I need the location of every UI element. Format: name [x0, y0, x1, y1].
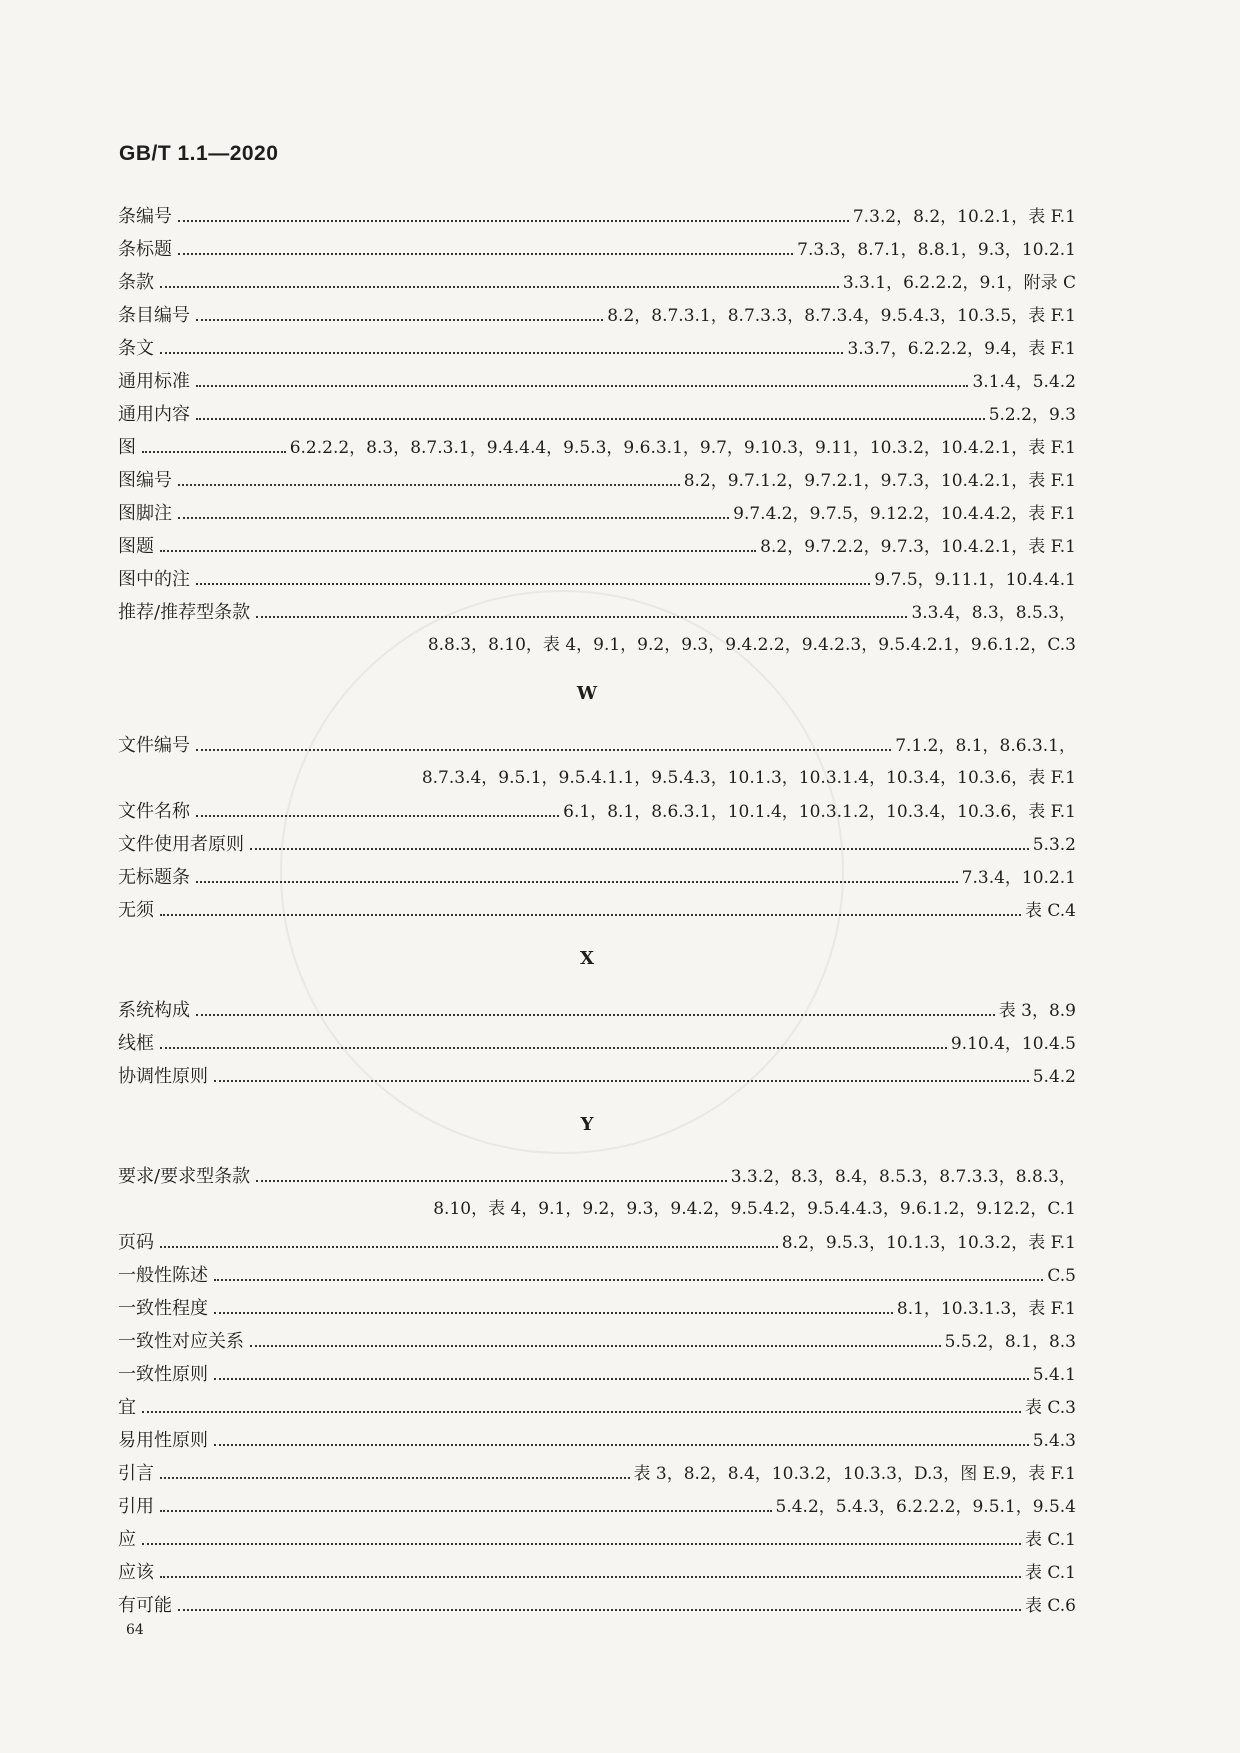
- index-term: 条目编号: [118, 305, 190, 326]
- index-term: 线框: [118, 1033, 154, 1054]
- index-term: 易用性原则: [118, 1430, 208, 1451]
- index-entry: [118, 332, 1076, 365]
- index-refs-continuation: 8.8.3，8.10，表 4，9.1，9.2，9.3，9.4.2.2，9.4.2.3，9.5.4.2.1，9.6.1.2，C.3: [427, 635, 1076, 655]
- index-refs: 5.4.2，5.4.3，6.2.2.2，9.5.1，9.5.4: [775, 1497, 1076, 1517]
- dot-leader: [256, 1180, 727, 1182]
- index-term: 一致性原则: [118, 1364, 208, 1385]
- dot-leader: [214, 1378, 1029, 1380]
- dot-leader: [142, 451, 286, 453]
- dot-leader: [160, 1246, 778, 1248]
- dot-leader: [214, 1312, 893, 1314]
- dot-leader: [178, 1609, 1021, 1611]
- index-entry: [118, 994, 1076, 1027]
- index-refs: 6.1，8.1，8.6.3.1，10.1.4，10.3.1.2，10.3.4，10.3.6，表 F.1: [563, 802, 1076, 822]
- index-refs: 9.7.5，9.11.1，10.4.4.1: [874, 570, 1076, 590]
- dot-leader: [178, 484, 680, 486]
- index-entry: [118, 1060, 1076, 1093]
- dot-leader: [250, 1345, 941, 1347]
- index-term: 图脚注: [118, 503, 172, 524]
- index-term: 图编号: [118, 470, 172, 491]
- dot-leader: [196, 319, 603, 321]
- index-term: 页码: [118, 1232, 154, 1253]
- index-entry: [118, 497, 1076, 530]
- index-term: 无标题条: [118, 867, 190, 888]
- index-refs: 8.1，10.3.1.3，表 F.1: [896, 1299, 1076, 1319]
- index-term: 协调性原则: [118, 1066, 208, 1087]
- dot-leader: [256, 616, 907, 618]
- index-term: 条款: [118, 272, 154, 293]
- index-entry: [118, 299, 1076, 332]
- index-entry: [118, 398, 1076, 431]
- index-term: 推荐/推荐型条款: [118, 602, 251, 623]
- index-entry: [118, 530, 1076, 563]
- dot-leader: [250, 848, 1029, 850]
- dot-leader: [196, 881, 958, 883]
- index-term: 一般性陈述: [118, 1265, 208, 1286]
- index-term: 图题: [118, 536, 154, 557]
- index-refs: 8.2，8.7.3.1，8.7.3.3，8.7.3.4，9.5.4.3，10.3.5，表 F.1: [607, 306, 1076, 326]
- dot-leader: [160, 550, 756, 552]
- index-entry: [118, 1358, 1076, 1391]
- index-entry: [118, 1523, 1076, 1556]
- index-entry: [118, 1589, 1076, 1622]
- index-refs: C.5: [1047, 1266, 1076, 1286]
- index-entry: [118, 828, 1076, 861]
- dot-leader: [196, 583, 870, 585]
- index-entry: [118, 431, 1076, 464]
- index-entry: [118, 365, 1076, 398]
- index-refs: 8.2，9.7.1.2，9.7.2.1，9.7.3，10.4.2.1，表 F.1: [683, 471, 1076, 491]
- index-entry: [118, 1490, 1076, 1523]
- index-term: 通用标准: [118, 371, 190, 392]
- index-refs: 5.4.2: [1032, 1067, 1076, 1087]
- index-term: 条标题: [118, 239, 172, 260]
- dot-leader: [160, 1047, 947, 1049]
- dot-leader: [196, 1014, 995, 1016]
- index-term: 有可能: [118, 1595, 172, 1616]
- index-entry: [118, 1556, 1076, 1589]
- index-term: 文件使用者原则: [118, 834, 244, 855]
- dot-leader: [178, 220, 849, 222]
- index-refs: 5.2.2，9.3: [988, 405, 1076, 425]
- dot-leader: [142, 1411, 1021, 1413]
- index-entry: [118, 894, 1076, 927]
- dot-leader: [214, 1080, 1029, 1082]
- index-refs-continuation: 8.10，表 4，9.1，9.2，9.3，9.4.2，9.5.4.2，9.5.4.4.3，9.6.1.2，9.12.2，C.1: [433, 1199, 1076, 1219]
- index-refs: 表 C.1: [1024, 1563, 1076, 1583]
- index-refs-continuation: 8.7.3.4，9.5.1，9.5.4.1.1，9.5.4.3，10.1.3，10.3.1.4，10.3.4，10.3.6，表 F.1: [421, 768, 1076, 788]
- index-term: 无须: [118, 900, 154, 921]
- index-entry: [118, 1160, 1076, 1193]
- document-header: GB/T 1.1—2020: [119, 142, 279, 165]
- dot-leader: [160, 914, 1021, 916]
- index-entry: [118, 563, 1076, 596]
- index-entry: [118, 1027, 1076, 1060]
- index-refs: 9.7.4.2，9.7.5，9.12.2，10.4.4.2，表 F.1: [733, 504, 1076, 524]
- dot-leader: [160, 1576, 1021, 1578]
- index-refs: 7.3.3，8.7.1，8.8.1，9.3，10.2.1: [797, 240, 1076, 260]
- index-refs: 表 3，8.9: [998, 1001, 1076, 1021]
- index-refs: 7.3.2，8.2，10.2.1，表 F.1: [852, 207, 1076, 227]
- section-letter: Y: [580, 1114, 594, 1135]
- index-term: 引言: [118, 1463, 154, 1484]
- index-refs: 表 3，8.2，8.4，10.3.2，10.3.3，D.3，图 E.9，表 F.1: [633, 1464, 1076, 1484]
- index-refs: 3.3.7，6.2.2.2，9.4，表 F.1: [847, 339, 1076, 359]
- index-term: 系统构成: [118, 1000, 190, 1021]
- index-entry: [118, 464, 1076, 497]
- index-entry: [118, 1457, 1076, 1490]
- index-term: 图中的注: [118, 569, 190, 590]
- index-term: 文件名称: [118, 801, 190, 822]
- index-entry: [118, 861, 1076, 894]
- dot-leader: [196, 385, 968, 387]
- dot-leader: [214, 1279, 1043, 1281]
- index-refs: 3.3.2，8.3，8.4，8.5.3，8.7.3.3，8.8.3，: [730, 1167, 1076, 1187]
- index-term: 条文: [118, 338, 154, 359]
- dot-leader: [160, 1510, 772, 1512]
- index-term: 应: [118, 1529, 136, 1550]
- index-term: 条编号: [118, 206, 172, 227]
- index-refs: 表 C.1: [1024, 1530, 1076, 1550]
- index-refs: 5.4.3: [1032, 1431, 1076, 1451]
- index-refs: 表 C.6: [1024, 1596, 1076, 1616]
- dot-leader: [178, 517, 729, 519]
- index-entry: [118, 1325, 1076, 1358]
- index-refs: 3.1.4，5.4.2: [972, 372, 1076, 392]
- index-term: 一致性程度: [118, 1298, 208, 1319]
- index-term: 宜: [118, 1397, 136, 1418]
- index-refs: 7.3.4，10.2.1: [961, 868, 1076, 888]
- index-refs: 5.4.1: [1032, 1365, 1076, 1385]
- dot-leader: [160, 286, 839, 288]
- index-entry: [118, 233, 1076, 266]
- index-refs: 5.5.2，8.1，8.3: [944, 1332, 1076, 1352]
- dot-leader: [196, 815, 559, 817]
- index-term: 应该: [118, 1562, 154, 1583]
- index-term: 通用内容: [118, 404, 190, 425]
- index-refs: 表 C.3: [1024, 1398, 1076, 1418]
- index-entry: [118, 1226, 1076, 1259]
- index-entry: [118, 1391, 1076, 1424]
- index-term: 引用: [118, 1496, 154, 1517]
- index-term: 一致性对应关系: [118, 1331, 244, 1352]
- index-term: 要求/要求型条款: [118, 1166, 251, 1187]
- index-refs: 表 C.4: [1024, 901, 1076, 921]
- index-refs: 9.10.4，10.4.5: [950, 1034, 1076, 1054]
- index-term: 文件编号: [118, 735, 190, 756]
- dot-leader: [178, 253, 793, 255]
- index-entry: [118, 200, 1076, 233]
- page-number: 64: [126, 1622, 144, 1638]
- index-entry: [118, 795, 1076, 828]
- index-refs: 7.1.2，8.1，8.6.3.1，: [895, 736, 1076, 756]
- index-refs: 8.2，9.7.2.2，9.7.3，10.4.2.1，表 F.1: [760, 537, 1076, 557]
- index-entry: [118, 1259, 1076, 1292]
- index-refs: 3.3.4，8.3，8.5.3，: [911, 603, 1076, 623]
- index-refs: 5.3.2: [1032, 835, 1076, 855]
- section-letter: W: [576, 683, 598, 704]
- index-refs: 6.2.2.2，8.3，8.7.3.1，9.4.4.4，9.5.3，9.6.3.1，9.7，9.10.3，9.11，10.3.2，10.4.2.1，表 F.1: [289, 438, 1076, 458]
- dot-leader: [214, 1444, 1029, 1446]
- index-entry: [118, 1292, 1076, 1325]
- dot-leader: [160, 1477, 630, 1479]
- dot-leader: [196, 418, 985, 420]
- index-refs: 8.2，9.5.3，10.1.3，10.3.2，表 F.1: [781, 1233, 1076, 1253]
- index-list: [118, 200, 1076, 1622]
- index-term: 图: [118, 437, 136, 458]
- dot-leader: [142, 1543, 1021, 1545]
- dot-leader: [196, 749, 891, 751]
- index-entry: [118, 1424, 1076, 1457]
- index-entry: [118, 266, 1076, 299]
- index-entry: [118, 596, 1076, 629]
- index-entry: [118, 729, 1076, 762]
- section-letter: X: [580, 948, 594, 969]
- index-refs: 3.3.1，6.2.2.2，9.1，附录 C: [842, 273, 1076, 293]
- dot-leader: [160, 352, 843, 354]
